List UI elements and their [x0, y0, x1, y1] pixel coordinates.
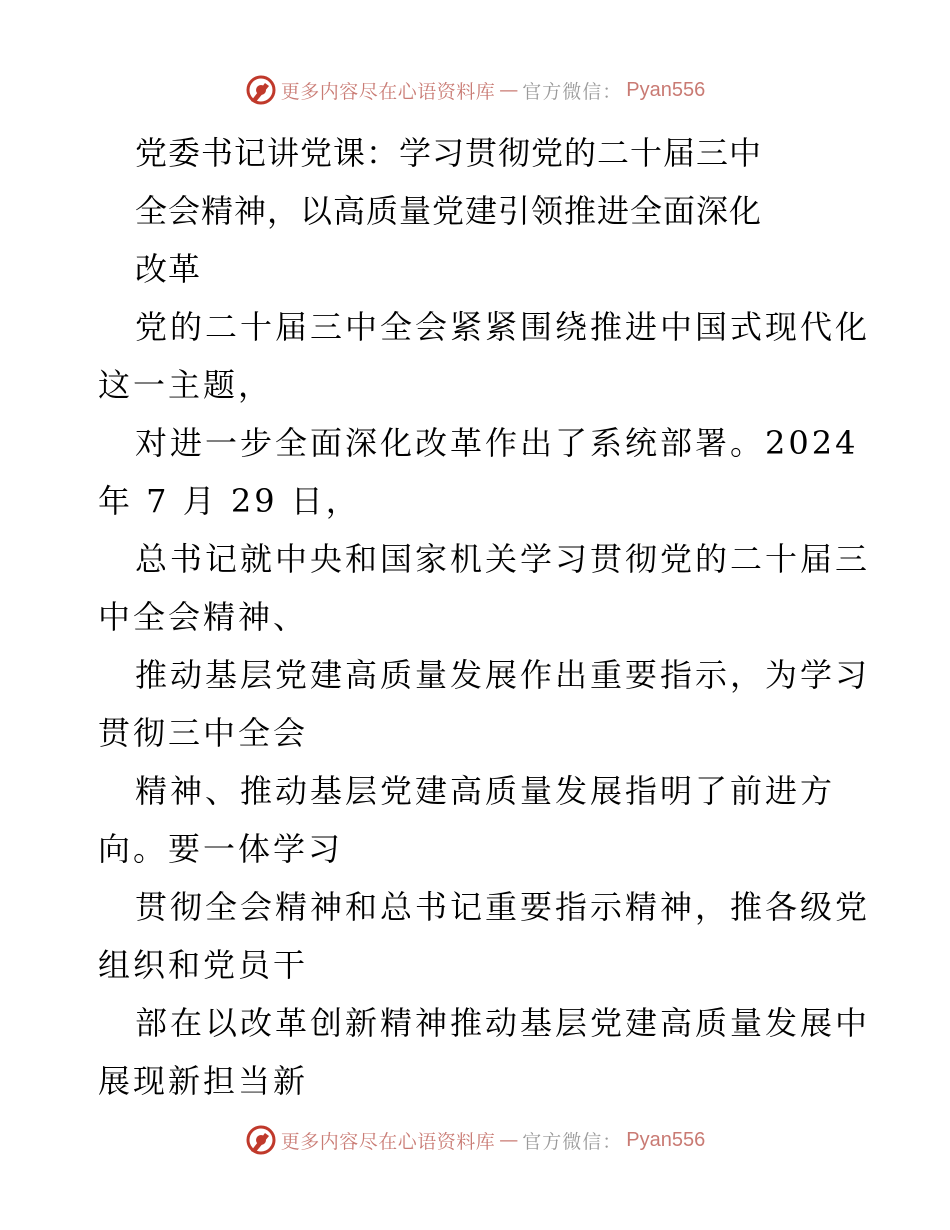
- banner-dash: —: [499, 1129, 519, 1151]
- paragraph-line: 贯彻三中全会: [98, 714, 309, 752]
- title-line-2: 全会精神，以高质量党建引领推进全面深化: [135, 192, 763, 230]
- paragraph: [98, 414, 858, 530]
- header-banner: [0, 70, 950, 110]
- document-title: [135, 124, 835, 298]
- banner-wechat-label: 官方微信：: [522, 80, 623, 103]
- paragraph: [98, 298, 871, 414]
- paragraph: [98, 530, 871, 646]
- title-line-1: 党委书记讲党课：学习贯彻党的二十届三中: [135, 134, 763, 172]
- paragraph: [98, 646, 871, 762]
- banner-wechat-id: Pyan556: [626, 1128, 706, 1151]
- paragraph-line: 推动基层党建高质量发展作出重要指示，为学习: [135, 656, 871, 694]
- paragraph-line: 对进一步全面深化改革作出了系统部署。2024: [135, 424, 859, 462]
- banner-wechat-label: 官方微信：: [522, 1130, 623, 1153]
- paragraph: [98, 878, 871, 994]
- banner-site-text: 更多内容尽在心语资料库: [280, 1130, 496, 1153]
- paragraph-line: 总书记就中央和国家机关学习贯彻党的二十届三: [135, 540, 871, 578]
- paragraph-line: 这一主题，: [98, 366, 274, 404]
- banner-site-text: 更多内容尽在心语资料库: [280, 80, 496, 103]
- pen-logo-icon: [245, 74, 277, 106]
- banner-dash: —: [499, 79, 519, 101]
- title-line-3: 改革: [135, 250, 202, 288]
- paragraph: [98, 994, 871, 1110]
- footer-banner: [0, 1120, 950, 1160]
- paragraph-line: 向。要一体学习: [98, 830, 344, 868]
- paragraph-line: 中全会精神、: [98, 598, 309, 636]
- paragraph: [98, 762, 858, 878]
- paragraph-line: 组织和党员干: [98, 946, 309, 984]
- banner-wechat-id: Pyan556: [626, 78, 706, 101]
- paragraph-line: 展现新担当新: [98, 1062, 309, 1100]
- paragraph-line: 党的二十届三中全会紧紧围绕推进中国式现代化: [135, 308, 871, 346]
- paragraph-line: 部在以改革创新精神推动基层党建高质量发展中: [135, 1004, 871, 1042]
- paragraph-line: 年 7 月 29 日，: [98, 482, 361, 520]
- paragraph-line: 精神、推动基层党建高质量发展指明了前进方: [135, 772, 836, 810]
- pen-logo-icon: [245, 1124, 277, 1156]
- paragraph-line: 贯彻全会精神和总书记重要指示精神，推各级党: [135, 888, 871, 926]
